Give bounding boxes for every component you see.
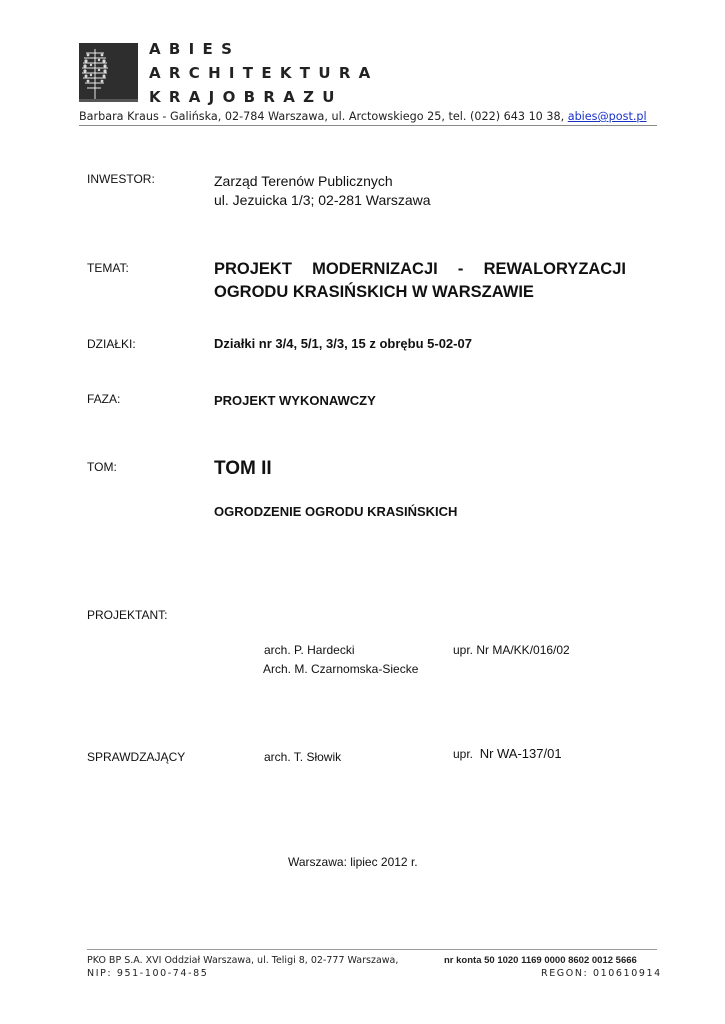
checker-license [453, 746, 562, 761]
email-link[interactable]: abies@post.pl [567, 110, 647, 123]
investor-address: ul. Jezuicka 1/3; 02-281 Warszawa [214, 192, 431, 208]
designer-2-name: Arch. M. Czarnomska-Siecke [263, 662, 419, 676]
subject-line-1: PROJEKT MODERNIZACJI - REWALORYZACJI [214, 260, 626, 278]
subject-title [214, 258, 626, 304]
brand-name-line-3: KRAJOBRAZU [149, 88, 343, 106]
checker-license-prefix: upr. [453, 747, 474, 761]
designer-1-license: upr. Nr MA/KK/016/02 [453, 643, 570, 657]
checker-name: arch. T. Słowik [264, 750, 342, 764]
brand-name-line-2: ARCHITEKTURA [149, 64, 379, 82]
designers-label: PROJEKTANT: [87, 608, 168, 622]
checker-license-number: Nr WA-137/01 [479, 746, 562, 761]
subject-label: TEMAT: [87, 261, 129, 275]
footer-divider [87, 949, 657, 950]
investor-name: Zarząd Terenów Publicznych [214, 173, 393, 189]
checker-label: SPRAWDZAJĄCY [87, 750, 186, 764]
tree-icon [79, 43, 138, 102]
footer-nip: NIP: 951-100-74-85 [87, 968, 209, 979]
logo [79, 43, 138, 102]
brand-name-line-1: ABIES [149, 40, 241, 58]
volume-label: TOM: [87, 460, 117, 474]
company-address-text: Barbara Kraus - Galińska, 02-784 Warszawa, ul. Arctowskiego 25, tel. (022) 643 10 38, [79, 110, 568, 123]
designer-1-name: arch. P. Hardecki [264, 643, 355, 657]
plots-value: Działki nr 3/4, 5/1, 3/3, 15 z obrębu 5-02-07 [214, 336, 472, 351]
company-address [79, 110, 657, 126]
investor-label: INWESTOR: [87, 172, 155, 186]
plots-label: DZIAŁKI: [87, 337, 136, 351]
place-date: Warszawa: lipiec 2012 r. [288, 855, 418, 869]
volume-title: TOM II [214, 458, 272, 479]
phase-label: FAZA: [87, 392, 121, 406]
footer-bank: PKO BP S.A. XVI Oddział Warszawa, ul. Teligi 8, 02-777 Warszawa, [87, 955, 399, 966]
footer-account: nr konta 50 1020 1169 0000 8602 0012 5666 [444, 955, 637, 966]
footer-regon: REGON: 010610914 [541, 968, 662, 979]
subject-line-2: OGRODU KRASIŃSKICH W WARSZAWIE [214, 283, 534, 301]
phase-value: PROJEKT WYKONAWCZY [214, 393, 376, 408]
volume-subtitle: OGRODZENIE OGRODU KRASIŃSKICH [214, 504, 458, 519]
